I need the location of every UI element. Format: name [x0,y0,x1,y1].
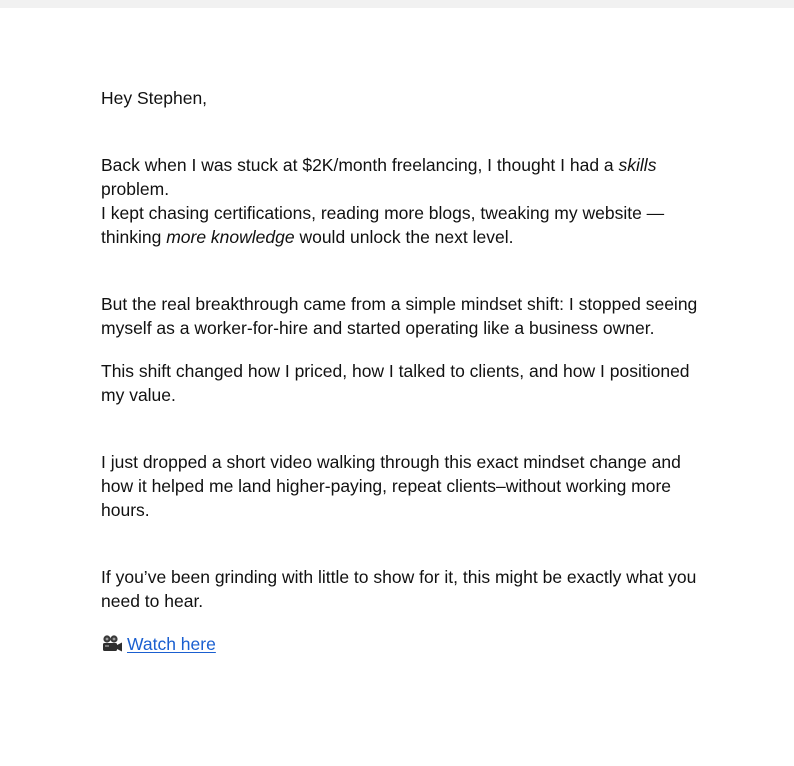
paragraph-grinding: If you’ve been grinding with little to show for it, this might be exactly what you need to hear. [101,567,697,611]
paragraph-text: would unlock the next level. [294,227,514,247]
watch-here-link[interactable]: Watch here [127,634,216,654]
paragraph-video-dropped: I just dropped a short video walking through this exact mindset change and how it helped me land higher-paying, repeat clients–without working more hours. [101,452,681,520]
paragraph-text: problem. [101,179,170,199]
paragraph-mindset-shift: But the real breakthrough came from a simple mindset shift: I stopped seeing myself as a worker-for-hire and started operating like a business owner. [101,294,698,338]
emphasis-skills: skills [618,155,657,175]
top-bar [0,0,794,8]
greeting: Hey Stephen, [101,88,208,108]
paragraph-text: I kept chasing certifications, reading more blogs, tweaking my website —thinking [101,203,665,247]
emphasis-more-knowledge: more knowledge [166,227,295,247]
email-body [101,86,701,656]
paragraph-shift-changed: This shift changed how I priced, how I talked to clients, and how I positioned my value. [101,361,690,405]
paragraph-skills-problem [101,153,701,249]
movie-camera-icon [101,634,123,654]
paragraph-text: Back when I was stuck at $2K/month freelancing, I thought I had a [101,155,619,175]
cta-line [101,632,701,656]
